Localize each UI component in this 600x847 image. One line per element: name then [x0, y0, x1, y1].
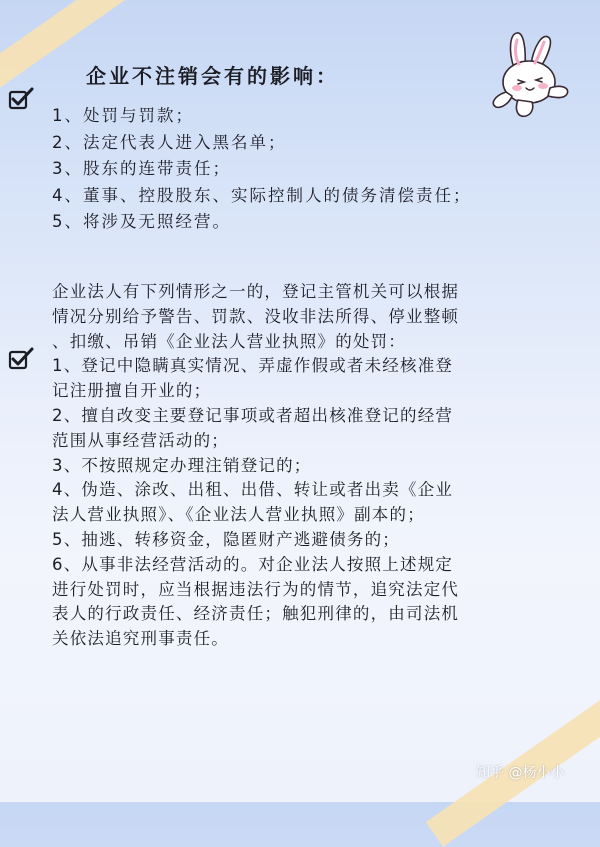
- checkbox-checked-icon: [8, 87, 34, 111]
- list-item: 1、处罚与罚款；: [52, 106, 194, 125]
- consequences-list: [52, 103, 472, 236]
- section-1-heading: 企业不注销会有的影响：: [86, 64, 339, 88]
- list-item: 3、股东的连带责任；: [52, 159, 231, 178]
- checkbox-checked-icon: [8, 347, 34, 371]
- paragraph-line: 表人的行政责任、经济责任；触犯刑律的，由司法机: [52, 604, 460, 624]
- list-item: 5、将涉及无照经营。: [52, 212, 231, 231]
- list-item: 2、法定代表人进入黑名单；: [52, 132, 287, 152]
- paragraph-line: 3、不按照规定办理注销登记的；: [52, 455, 312, 475]
- paragraph-line: 1、登记中隐瞒真实情况、弄虚作假或者未经核准登: [52, 356, 454, 376]
- paragraph-line: 5、抽逃、转移资金，隐匿财产逃避债务的；: [52, 529, 400, 549]
- rabbit-sticker: [484, 30, 576, 120]
- list-item: 4、董事、控股股东、实际控制人的债务清偿责任；: [52, 185, 472, 205]
- paragraph-line: 法人营业执照》、《企业法人营业执照》副本的；: [52, 505, 425, 525]
- watermark: 知乎 @杨小小: [476, 765, 565, 781]
- paragraph-line: 进行处罚时，应当根据违法行为的情节，追究法定代: [52, 579, 460, 599]
- paragraph-line: 关依法追究刑事责任。: [52, 629, 229, 649]
- paragraph-line: 记注册擅自开业的；: [52, 381, 212, 401]
- paragraph-line: 2、擅自改变主要登记事项或者超出核准登记的经营: [52, 405, 454, 425]
- paragraph-line: 范围从事经营活动的；: [52, 430, 229, 450]
- paragraph-line: 情况分别给予警告、罚款、没收非法所得、停业整顿: [52, 306, 460, 326]
- paragraph-line: 6、从事非法经营活动的。对企业法人按照上述规定: [52, 554, 454, 574]
- penalties-paragraph: [52, 280, 552, 652]
- paragraph-line: 、扣缴、吊销《企业法人营业执照》的处罚：: [52, 331, 406, 351]
- paragraph-line: 4、伪造、涂改、出租、出借、转让或者出卖《企业: [52, 480, 454, 500]
- paragraph-line: 企业法人有下列情形之一的，登记主管机关可以根据: [52, 282, 460, 301]
- washi-tape-bottom-right: [426, 667, 600, 846]
